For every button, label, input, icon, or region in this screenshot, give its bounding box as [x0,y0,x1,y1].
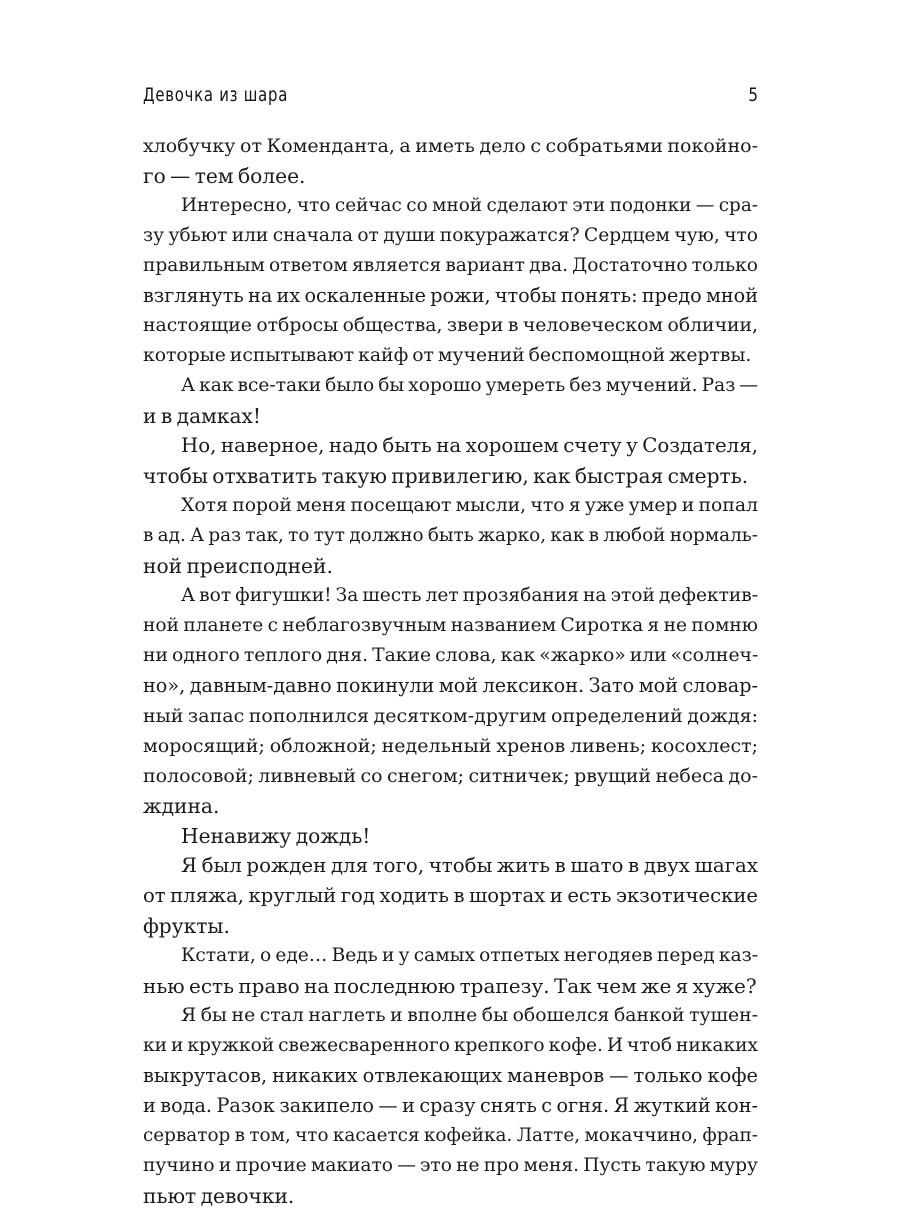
text-line: и в дамках! [143,404,261,428]
text-line: го — тем более. [143,164,306,188]
text-line: нью есть право на последнюю трапезу. Так чем же я хуже? [143,974,757,998]
text-line: Хотя порой меня посещают мысли, что я уже умер и попал [181,495,758,516]
text-line: Кстати, о еде… Ведь и у самых отпетых негодяев перед каз- [181,945,758,966]
text-line: выкрутасов, никаких отвлекающих маневров — только кофе [143,1064,758,1087]
text-line: ки и кружкой свежесваренного крепкого кофе. И чтоб никаких [143,1035,758,1056]
running-head [143,80,758,112]
text-line: ждина. [143,794,220,818]
text-line: чтобы отхватить такую привилегию, как быстрая смерть. [143,464,749,488]
text-line: полосовой; ливневый со снегом; ситничек; рвущий небеса до- [143,765,758,787]
text-line: Я бы не стал наглеть и вполне бы обошелся банкой тушен- [181,1005,758,1026]
text-line: Я был рожден для того, чтобы жить в шато в двух шагах [181,854,758,877]
text-line: ный запас пополнился десятком-другим определений дождя: [143,705,758,727]
text-line: которые испытывают кайф от мучений беспомощной жертвы. [143,345,752,366]
page-number: 5 [748,84,758,106]
text-line: правильным ответом является вариант два. Достаточно только [143,255,758,276]
text-line: ной планете с неблагозвучным названием Сиротка я не помню [143,615,758,636]
text-line: настоящие отбросы общества, звери в человеческом обличии, [143,315,758,336]
body-text [143,131,758,1211]
text-line: взглянуть на их оскаленные рожи, чтобы понять: предо мной [143,284,758,307]
text-line: Интересно, что сейчас со мной сделают эти подонки — сра- [181,195,758,216]
text-line: Ненавижу дождь! [181,824,371,848]
text-line: Но, наверное, надо быть на хорошем счету у Создателя, [181,434,758,457]
text-line: зу убьют или сначала от души покуражатся? Сердцем чую, что [143,225,758,246]
text-line: моросящий; обложной; недельный хренов ливень; косохлест; [143,735,758,757]
text-line: А как все-таки было бы хорошо умереть без мучений. Раз — [181,375,758,396]
text-line: А вот фигушки! За шесть лет прозябания на этой дефектив- [181,585,758,606]
text-line: ной преисподней. [143,554,333,578]
text-line: пучино и прочие макиато — это не про меня. Пусть такую муру [143,1155,758,1176]
book-title: Девочка из шара [143,84,289,106]
text-line: серватор в том, что касается кофейка. Латте, мокаччино, фрап- [143,1125,758,1146]
text-line: фрукты. [143,914,230,938]
text-line: и вода. Разок закипело — и сразу снять с огня. Я жуткий кон- [143,1094,758,1117]
text-line: хлобучку от Коменданта, а иметь дело с собратьями покойно- [143,135,758,157]
text-line: в ад. А раз так, то тут должно быть жарко, как в любой нормаль- [143,525,758,546]
text-line: ни одного теплого дня. Такие слова, как «жарко» или «солнеч- [143,645,759,666]
text-line: пьют девочки. [143,1184,295,1208]
text-line: от пляжа, круглый год ходить в шортах и есть экзотические [143,884,758,907]
text-line: но», давным-давно покинули мой лексикон. Зато мой словар- [143,674,758,697]
